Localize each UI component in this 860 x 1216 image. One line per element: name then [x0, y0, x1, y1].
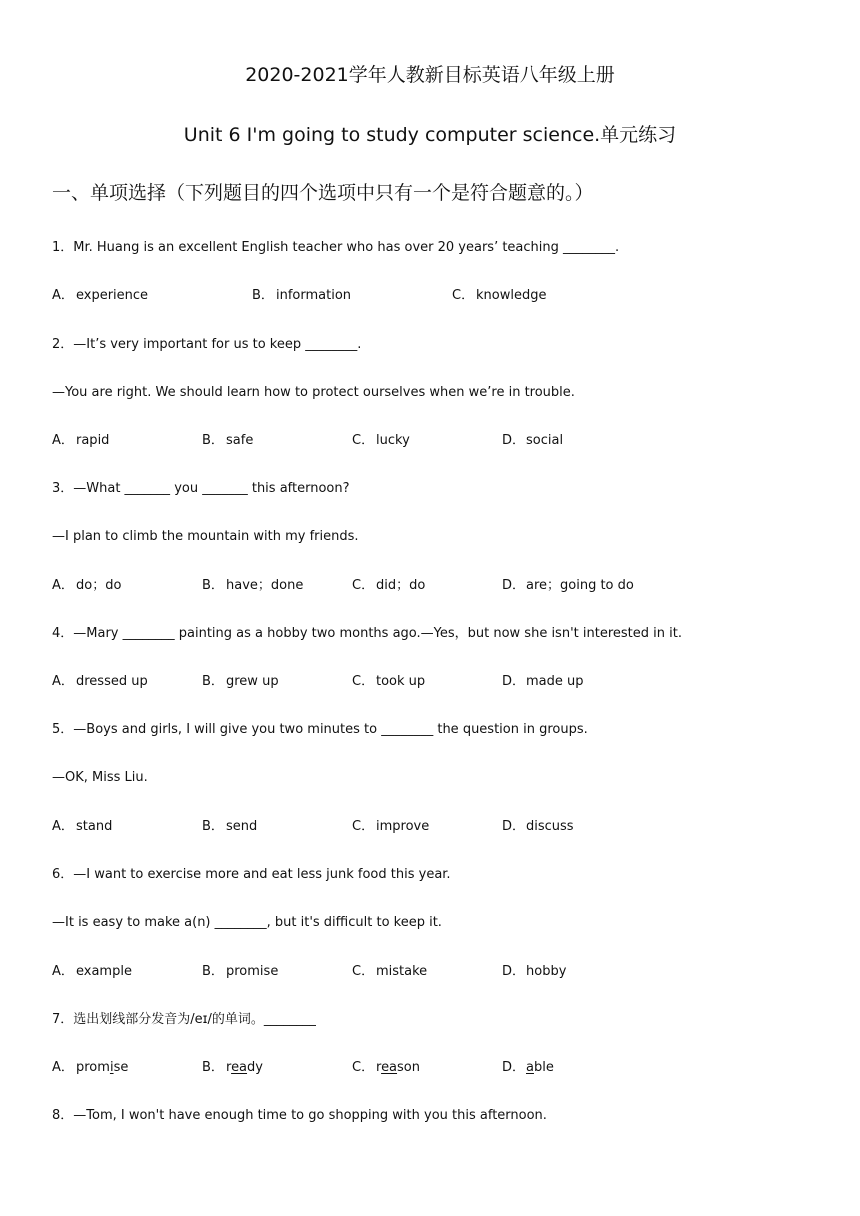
question-3-option-c: C． did；do: [352, 578, 426, 593]
question-4-option-d: D．made up: [502, 674, 584, 689]
question-3-option-a: A． do；do: [52, 578, 122, 593]
question-7-stem: 7．选出划线部分发音为/eɪ/的单词。________: [52, 1012, 316, 1027]
question-2-option-c: C． lucky: [352, 433, 410, 448]
question-1-option-b: B． information: [252, 288, 352, 303]
section-heading: 一、单项选择（下列题目的四个选项中只有一个是符合题意的。）: [52, 182, 594, 204]
question-7-option-a: A． promise: [52, 1060, 129, 1075]
question-3-stem: 3．—What _______ you _______ this afternoon?: [52, 481, 350, 496]
question-5-option-d: D．discuss: [502, 819, 574, 834]
question-6-option-b: B． promise: [202, 964, 279, 979]
question-2-option-a: A． rapid: [52, 433, 110, 448]
question-6-stem: 6．—I want to exercise more and eat less junk food this year.: [52, 867, 451, 882]
question-8-stem: 8．—Tom, I won't have enough time to go shopping with you this afternoon.: [52, 1108, 547, 1123]
question-5-option-b: B． send: [202, 819, 258, 834]
question-5-stem: 5．—Boys and girls, I will give you two minutes to ________ the question in groups.: [52, 722, 588, 737]
question-2-stem: 2．—It’s very important for us to keep ________.: [52, 337, 362, 352]
question-5-reply: —OK, Miss Liu.: [52, 770, 148, 785]
question-1-option-a: A． experience: [52, 288, 149, 303]
question-4-option-c: C． took up: [352, 674, 426, 689]
question-4-option-b: B． grew up: [202, 674, 279, 689]
question-5-option-c: C． improve: [352, 819, 430, 834]
question-7-option-d: D．able: [502, 1060, 554, 1075]
document-title: 2020-2021学年人教新目标英语八年级上册: [245, 64, 615, 86]
question-1-stem: 1．Mr. Huang is an excellent English teacher who has over 20 years’ teaching ________.: [52, 240, 620, 255]
question-6-option-c: C． mistake: [352, 964, 428, 979]
question-3-reply: —I plan to climb the mountain with my friends.: [52, 529, 359, 544]
question-4-stem: 4．—Mary ________ painting as a hobby two months ago.—Yes，but now she isn't interested in it.: [52, 626, 682, 641]
question-6-option-d: D．hobby: [502, 964, 567, 979]
question-3-option-b: B． have；done: [202, 578, 304, 593]
question-5-option-a: A． stand: [52, 819, 113, 834]
question-6-reply: —It is easy to make a(n) ________, but it's difficult to keep it.: [52, 915, 442, 930]
question-7-option-c: C． reason: [352, 1060, 420, 1075]
question-1-option-c: C． knowledge: [452, 288, 547, 303]
question-2-option-b: B． safe: [202, 433, 254, 448]
question-3-option-d: D．are；going to do: [502, 578, 634, 593]
question-2-option-d: D．social: [502, 433, 564, 448]
question-6-option-a: A． example: [52, 964, 132, 979]
document-subtitle: Unit 6 I'm going to study computer science.单元练习: [183, 124, 677, 146]
question-4-option-a: A． dressed up: [52, 674, 148, 689]
question-2-reply: —You are right. We should learn how to protect ourselves when we’re in trouble.: [52, 385, 575, 400]
question-7-option-b: B． ready: [202, 1060, 263, 1075]
